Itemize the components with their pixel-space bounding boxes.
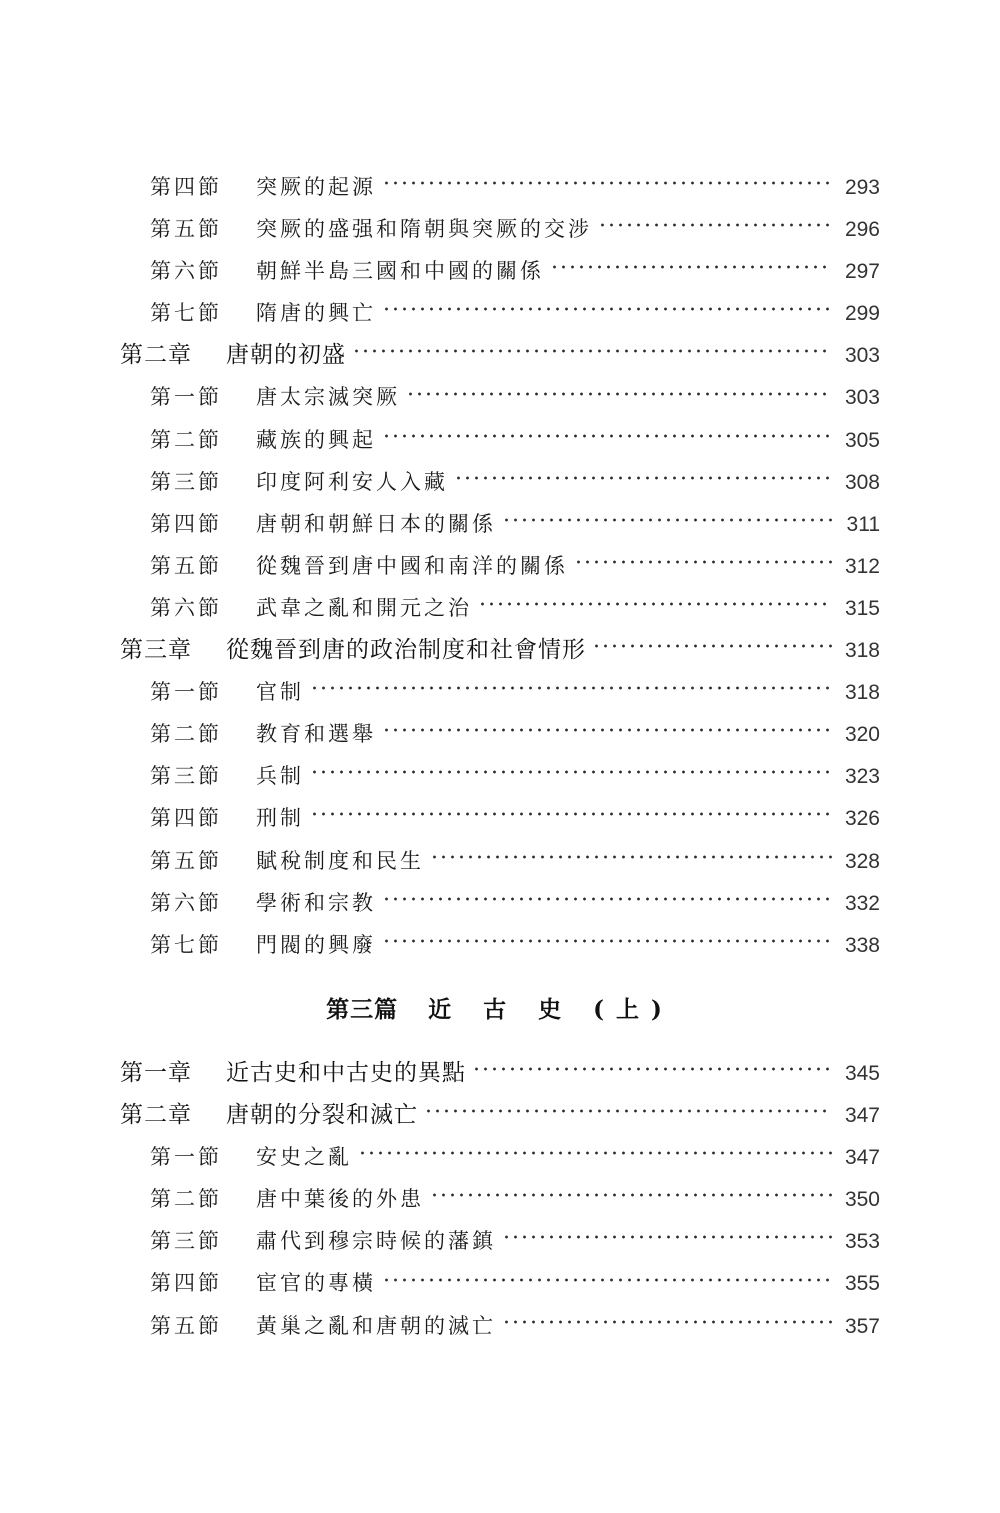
entry-title: 朝鮮半島三國和中國的關係: [256, 259, 544, 284]
toc-section-entry[interactable]: [120, 208, 880, 250]
entry-page-number: 312: [844, 554, 880, 578]
toc-section-entry[interactable]: [120, 250, 880, 292]
entry-number: 第一節: [150, 385, 222, 410]
entry-number: 第三節: [150, 469, 222, 494]
entry-page-number: 350: [844, 1188, 880, 1212]
dot-leader: [310, 685, 832, 691]
dot-leader: [382, 938, 832, 944]
entry-title: 唐朝和朝鮮日本的關係: [256, 511, 496, 536]
toc-section-entry[interactable]: [120, 376, 880, 418]
entry-number: 第四節: [150, 511, 222, 536]
entry-number: 第五節: [150, 1313, 222, 1338]
entry-page-number: 297: [844, 260, 880, 284]
entry-title: 肅代到穆宗時候的藩鎮: [256, 1229, 496, 1254]
toc-section-entry[interactable]: [120, 461, 880, 503]
entry-page-number: 318: [844, 681, 880, 705]
entry-title: 教育和選舉: [256, 722, 376, 747]
entry-page-number: 299: [844, 302, 880, 326]
dot-leader: [502, 517, 832, 523]
dot-leader: [382, 433, 832, 439]
dot-leader: [382, 1277, 832, 1283]
toc-section-entry[interactable]: [120, 1220, 880, 1262]
toc-section-entry[interactable]: [120, 671, 880, 713]
dot-leader: [382, 180, 832, 186]
dot-leader: [310, 769, 832, 775]
dot-leader: [352, 348, 832, 354]
dot-leader: [472, 1066, 832, 1072]
toc-chapter-entry[interactable]: [120, 1094, 880, 1136]
entry-number: 第五節: [150, 553, 222, 578]
dot-leader: [382, 727, 832, 733]
entry-title: 突厥的起源: [256, 175, 376, 199]
dot-leader: [454, 475, 832, 481]
entry-title: 唐朝的初盛: [226, 342, 346, 369]
entry-number: 第五節: [150, 217, 222, 242]
entry-title: 從魏晉到唐的政治制度和社會情形: [226, 637, 586, 664]
entry-title: 從魏晉到唐中國和南洋的關係: [256, 553, 568, 578]
entry-page-number: 328: [844, 849, 880, 873]
entry-number: 第六節: [150, 890, 222, 915]
entry-number: 第七節: [150, 301, 222, 326]
dot-leader: [430, 854, 832, 860]
entry-page-number: 332: [844, 891, 880, 915]
toc-section-entry[interactable]: [120, 755, 880, 797]
entry-title: 藏族的興起: [256, 427, 376, 452]
toc-list-part-3: [120, 1052, 880, 1347]
toc-section-entry[interactable]: [120, 1136, 880, 1178]
entry-page-number: 308: [844, 470, 880, 494]
entry-number: 第一章: [120, 1060, 192, 1086]
entry-page-number: 355: [844, 1272, 880, 1296]
entry-number: 第一節: [150, 1145, 222, 1170]
entry-title: 刑制: [256, 806, 304, 831]
toc-section-entry[interactable]: [120, 1305, 880, 1347]
dot-leader: [502, 1319, 832, 1325]
entry-title: 突厥的盛强和隋朝與突厥的交涉: [256, 217, 592, 242]
dot-leader: [502, 1234, 832, 1240]
entry-title: 安史之亂: [256, 1145, 352, 1170]
entry-page-number: 318: [844, 639, 880, 663]
entry-number: 第七節: [150, 932, 222, 957]
toc-section-entry[interactable]: [120, 797, 880, 839]
dot-leader: [574, 559, 832, 565]
toc-section-entry[interactable]: [120, 882, 880, 924]
toc-section-entry[interactable]: [120, 1178, 880, 1220]
dot-leader: [430, 1192, 832, 1198]
entry-number: 第四節: [150, 806, 222, 831]
entry-number: 第六節: [150, 595, 222, 620]
entry-page-number: 326: [844, 807, 880, 831]
entry-page-number: 315: [844, 596, 880, 620]
dot-leader: [358, 1150, 832, 1156]
toc-section-entry[interactable]: [120, 503, 880, 545]
dot-leader: [598, 222, 832, 228]
toc-section-entry[interactable]: [120, 545, 880, 587]
entry-page-number: 311: [846, 512, 880, 536]
entry-number: 第三節: [150, 764, 222, 789]
entry-page-number: 303: [844, 386, 880, 410]
entry-number: 第二節: [150, 427, 222, 452]
toc-section-entry[interactable]: [120, 587, 880, 629]
entry-title: 官制: [256, 680, 304, 705]
entry-number: 第三節: [150, 1229, 222, 1254]
toc-chapter-entry[interactable]: [120, 334, 880, 376]
toc-section-entry[interactable]: [120, 713, 880, 755]
dot-leader: [478, 601, 832, 607]
dot-leader: [382, 306, 832, 312]
dot-leader: [310, 811, 832, 817]
entry-title: 宦官的專橫: [256, 1271, 376, 1296]
entry-page-number: 347: [844, 1104, 880, 1128]
dot-leader: [382, 896, 832, 902]
entry-number: 第五節: [150, 848, 222, 873]
part-heading: [0, 990, 1000, 1030]
entry-title: 隋唐的興亡: [256, 301, 376, 326]
toc-section-entry[interactable]: [120, 419, 880, 461]
entry-page-number: 320: [844, 723, 880, 747]
toc-chapter-entry[interactable]: [120, 629, 880, 671]
entry-title: 唐太宗滅突厥: [256, 385, 400, 410]
entry-number: 第四節: [150, 1271, 222, 1296]
entry-number: 第三章: [120, 637, 192, 664]
entry-page-number: 303: [844, 344, 880, 368]
entry-title: 賦稅制度和民生: [256, 848, 424, 873]
toc-chapter-entry[interactable]: [120, 1052, 880, 1094]
toc-section-entry[interactable]: [120, 292, 880, 334]
part-title: 近 古 史 (上): [428, 996, 674, 1023]
entry-page-number: 357: [844, 1314, 880, 1338]
entry-number: 第二章: [120, 342, 192, 369]
toc-section-entry[interactable]: [120, 924, 880, 966]
entry-number: 第二節: [150, 722, 222, 747]
entry-page-number: 293: [844, 176, 880, 199]
dot-leader: [592, 643, 832, 649]
entry-title: 門閥的興廢: [256, 932, 376, 957]
entry-title: 武韋之亂和開元之治: [256, 595, 472, 620]
dot-leader: [406, 391, 832, 397]
entry-title: 唐中葉後的外患: [256, 1187, 424, 1212]
entry-page-number: 323: [844, 765, 880, 789]
entry-number: 第一節: [150, 680, 222, 705]
entry-title: 黃巢之亂和唐朝的滅亡: [256, 1313, 496, 1338]
entry-page-number: 305: [844, 428, 880, 452]
toc-section-entry[interactable]: [120, 840, 880, 882]
entry-number: 第二節: [150, 1187, 222, 1212]
entry-number: 第六節: [150, 259, 222, 284]
entry-page-number: 345: [844, 1062, 880, 1085]
toc-section-entry[interactable]: [120, 1262, 880, 1304]
entry-page-number: 347: [844, 1146, 880, 1170]
entry-page-number: 296: [844, 218, 880, 242]
toc-list-part-2-tail: [120, 166, 880, 966]
entry-title: 兵制: [256, 764, 304, 789]
dot-leader: [424, 1108, 832, 1114]
entry-page-number: 353: [844, 1230, 880, 1254]
entry-title: 近古史和中古史的異點: [226, 1060, 466, 1086]
part-number: 第三篇: [326, 996, 399, 1023]
dot-leader: [550, 264, 832, 270]
entry-page-number: 338: [844, 933, 880, 957]
entry-number: 第二章: [120, 1102, 192, 1129]
entry-number: 第四節: [150, 175, 222, 199]
toc-section-entry[interactable]: [120, 166, 880, 208]
entry-title: 學術和宗教: [256, 890, 376, 915]
entry-title: 唐朝的分裂和滅亡: [226, 1102, 418, 1129]
entry-title: 印度阿利安人入藏: [256, 469, 448, 494]
